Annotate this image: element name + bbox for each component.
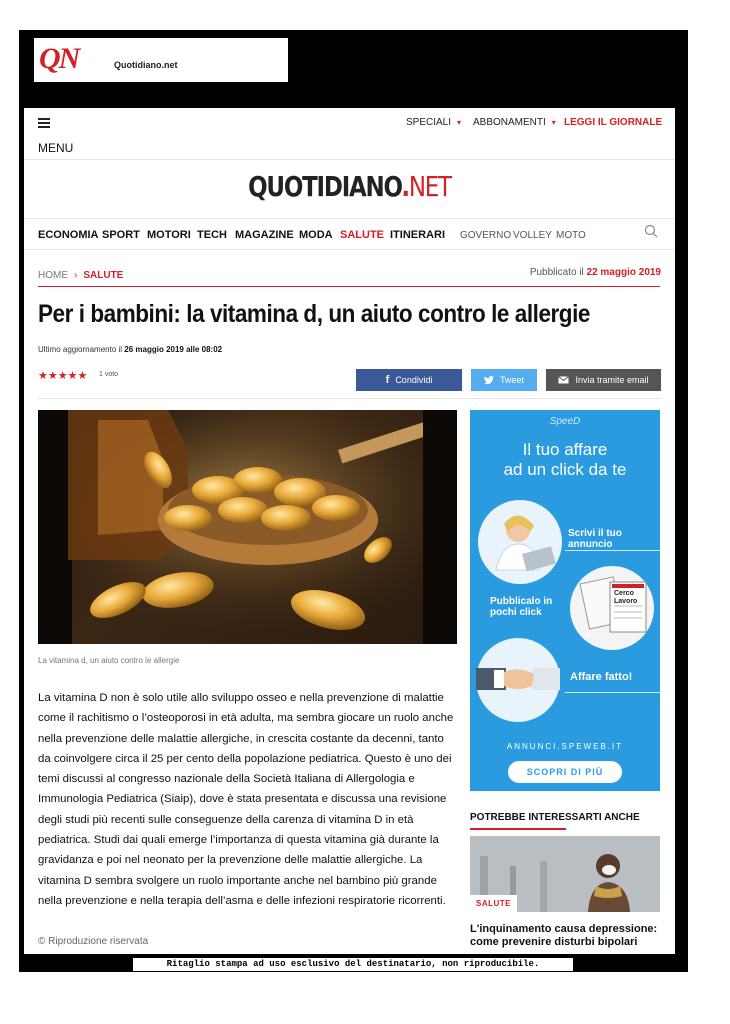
woman-laptop-image (478, 500, 562, 584)
divider (565, 550, 660, 551)
star-icon: ★ (77, 370, 88, 382)
email-share-button[interactable]: Invia tramite email (546, 369, 661, 391)
related-heading: POTREBBE INTERESSARTI ANCHE (470, 812, 640, 823)
twitter-icon (484, 376, 494, 385)
facebook-icon: f (385, 374, 390, 386)
published-date: Pubblicato il 22 maggio 2019 (529, 267, 661, 278)
ad-item-done: Affare fatto! (570, 671, 633, 683)
vote-count: 1 voto (99, 371, 119, 378)
menu-label[interactable]: MENU (38, 141, 74, 155)
chevron-down-icon: ▾ (551, 118, 556, 127)
nav-tech[interactable]: TECH (197, 229, 227, 241)
article-body: La vitamina D non è solo utile allo sviluppo osseo e nella prevenzione di malattie come il rachitismo o l’osteoporosi in età adulta, ma sembra giocare un ruolo anche nella prevenzione delle malattie allergiche, in crescita costante da decenni, tanto da coinvolgere circa il 25 per cento della popolazione pediatrica. Questo è uno dei temi discussi al congresso nazionale della Società Italiana di Allergologia e Immunologia Pediatrica (Siaip), dove è stata presentata e discussa una revisione degli studi più recenti sulle conseguenze della carenza di vitamina D in età pediatrica. Studi dai quali emerge l’importanza di questa vitamina già durante la gravidanza e poi nel neonato per la prevenzione delle malattie allergiche. La vitamina D sembra svolgere un ruolo importante anche nel bambino più grande nella prevenzione e nella terapia dell’asma e delle infezioni respiratorie ricorrenti. (38, 692, 454, 907)
envelope-icon (558, 376, 569, 384)
article-page (24, 108, 675, 954)
hamburger-icon[interactable] (38, 118, 50, 130)
ad-url: ANNUNCI.SPEWEB.IT (506, 742, 624, 751)
rating-stars[interactable] (38, 369, 87, 382)
nav-moda[interactable]: MODA (299, 229, 333, 241)
topnav-speciali[interactable]: SPECIALI ▾ (406, 117, 462, 128)
vitamin-capsules-image (38, 410, 457, 644)
nav-economia[interactable]: ECONOMIA (38, 229, 99, 241)
section-divider (38, 286, 660, 287)
nav-moto[interactable]: MOTO (556, 230, 586, 241)
related-article-image[interactable] (470, 836, 660, 912)
qn-logo-mark: QN (39, 42, 79, 75)
divider (565, 692, 660, 693)
star-icon: ★ (38, 370, 48, 382)
handshake-image (476, 638, 560, 722)
search-icon[interactable] (644, 224, 658, 238)
related-tag[interactable]: SALUTE (470, 895, 517, 912)
star-icon: ★ (57, 370, 68, 382)
ad-item-write: Scrivi il tuo annuncio (568, 528, 622, 550)
article-title: Per i bambini: la vitamina d, un aiuto contro le allergie (38, 300, 590, 328)
newspaper-image (570, 566, 654, 650)
nav-governo[interactable]: GOVERNO (460, 230, 512, 241)
article-photo[interactable] (38, 410, 457, 644)
photo-caption: La vitamina d, un aiuto contro le allergie (38, 656, 180, 665)
chevron-right-icon: › (74, 270, 78, 281)
breadcrumb (38, 270, 123, 281)
qn-logo-text: Quotidiano.net (114, 60, 178, 70)
breadcrumb-home[interactable]: HOME (38, 270, 68, 281)
last-updated: Ultimo aggiornamento il 26 maggio 2019 alle 08:02 (38, 345, 223, 354)
ad-brand: SpeeD (549, 416, 581, 427)
nav-motori[interactable]: MOTORI (147, 229, 191, 241)
newspaper-headline: Cerco Lavoro (614, 590, 638, 605)
leggi-giornale-link[interactable]: LEGGI IL GIORNALE (564, 117, 663, 128)
divider (38, 398, 660, 399)
ad-headline: Il tuo affare ad un click da te (503, 440, 627, 479)
scopri-button[interactable]: SCOPRI DI PIÙ (508, 761, 622, 783)
copyright-notice: © Riproduzione riservata (38, 936, 149, 947)
nav-volley[interactable]: VOLLEY (513, 230, 552, 241)
site-masthead[interactable]: QUOTIDIANO.NET (248, 170, 451, 203)
nav-itinerari[interactable]: ITINERARI (390, 229, 445, 241)
top-bar (24, 108, 675, 160)
speed-ad-banner[interactable] (470, 410, 660, 791)
topnav-abbonamenti[interactable]: ABBONAMENTI ▾ (473, 117, 556, 128)
related-underline (470, 828, 566, 830)
chevron-down-icon: ▾ (457, 118, 462, 127)
related-title[interactable]: L'inquinamento causa depressione: come prevenire disturbi bipolari (470, 923, 658, 948)
star-icon: ★ (67, 370, 78, 382)
tweet-button[interactable]: Tweet (471, 369, 537, 391)
ad-item-publish: Pubblicalo in pochi click (490, 596, 553, 618)
nav-magazine[interactable]: MAGAZINE (235, 229, 294, 241)
breadcrumb-section[interactable]: SALUTE (83, 270, 124, 281)
nav-sport[interactable]: SPORT (102, 229, 140, 241)
facebook-share-button[interactable]: f Condividi (356, 369, 462, 391)
star-icon: ★ (47, 370, 58, 382)
press-clipping-note: Ritaglio stampa ad uso esclusivo del destinatario, non riproducibile. (133, 958, 573, 971)
nav-salute[interactable]: SALUTE (340, 229, 384, 241)
qn-logo (34, 38, 288, 82)
main-nav (24, 218, 675, 250)
